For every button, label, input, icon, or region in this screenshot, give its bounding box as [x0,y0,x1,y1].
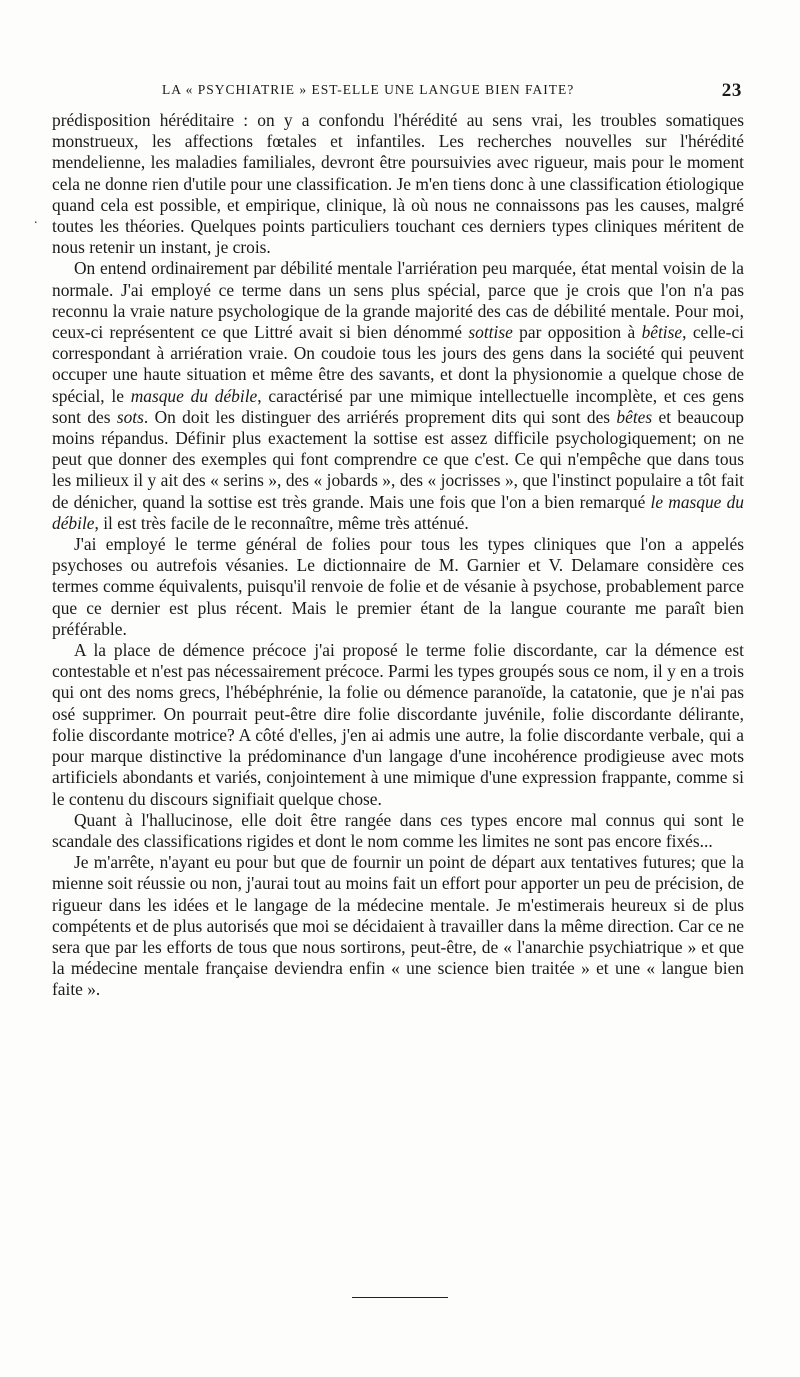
text-run: , celle-ci correspondant à arriération vraie. On coudoie tous les jours des gens dans la société qui peuvent occuper une haute situation et même être des savants, et dont la physionomie a quelque chose de spécial, le [52,322,744,406]
margin-mark: . [34,212,38,227]
text-run: par opposition à [512,322,642,343]
body-text [52,110,744,1001]
text-run: . On doit les distinguer des arriérés proprement dits qui sont des [143,406,617,427]
end-rule [352,1297,448,1298]
text-run: On entend ordinairement par débilité mentale l'arriération peu marquée, état mental voisin de la normale. J'ai employé ce terme dans un sens plus spécial, parce que je crois que l'on n'a pas reconnu la vraie nature psychologique de la grande majorité des cas de débilité mentale. Pour moi, ceux-ci représentent ce que Littré avait si bien dénommé [52,258,744,343]
italic-term: masque du débile [130,385,258,406]
text-run: , caractérisé par une mimique intellectuelle incomplète, et ces gens sont des [52,385,744,427]
text-run: et beaucoup moins répandus. Définir plus exactement la sottise est assez difficile psychologiquement; on ne peut que donner des exemples qui font comprendre ce que c'est. Ce qui n'empêche que dans tous les milieux il y ait des « serins », des « jobards », des « jocrisses », que l'instinct populaire a tôt fait de dénicher, quand la sottise est très grande. Mais une fois que l'on a bien remarqué [52,406,744,512]
paragraph: prédisposition héréditaire : on y a confondu l'hérédité au sens vrai, les troubles somatiques monstrueux, les affections fœtales et infantiles. Les recherches nouvelles sur l'hérédité mendelienne, les maladies familiales, devront être poursuivies avec rigueur, mais pour le moment cela ne donne rien d'utile pour une classification. Je m'en tiens donc à une classification étiologique quand cela est possible, et empirique, clinique, là où nous ne connaissons pas les causes, malgré toutes les théories. Quelques points particuliers touchant ces derniers types cliniques méritent de nous retenir un instant, je crois. [52,110,745,258]
paragraph: J'ai employé le terme général de folies pour tous les types cliniques que l'on a appelés psychoses ou autrefois vésanies. Le dictionnaire de M. Garnier et V. Delamare considère ces termes comme équivalents, puisqu'il renvoie de folie et de vésanie à psychose, probablement parce que ce dernier est plus récent. Mais le premier étant de la langue courante me paraît bien préférable. [52,534,744,639]
page-number: 23 [721,80,742,101]
paragraph-debilite [52,258,744,534]
running-header [162,80,742,104]
italic-term: sots [116,406,144,427]
paragraph: Je m'arrête, n'ayant eu pour but que de fournir un point de départ aux tentatives futures; que la mienne soit réussie ou non, j'aurai tout au moins fait un effort pour apporter un peu de précision, de rigueur dans les idées et le langage de la médecine mentale. Je m'estimerais heureux si de plus compétents et de plus autorisés que moi se décidaient à travailler dans la même direction. Car ce ne sera que par les efforts de tous que nous sortirons, peut-être, de « l'anarchie psychiatrique » et que la médecine mentale française deviendra enfin « une science bien traitée » et une « langue bien faite ». [52,852,744,1000]
paragraph: Quant à l'hallucinose, elle doit être rangée dans ces types encore mal connus qui sont le scandale des classifications rigides et dont le nom comme les limites ne sont pas encore fixés... [52,809,744,851]
paragraph: A la place de démence précoce j'ai proposé le terme folie discordante, car la démence est contestable et n'est pas nécessairement précoce. Parmi les types groupés sous ce nom, il y en a trois qui ont des noms grecs, l'hébéphrénie, la folie ou démence paranoïde, la catatonie, que je n'ai pas osé supprimer. On pourrait peut-être dire folie discordante juvénile, folie discordante délirante, folie discordante motrice? A côté d'elles, j'en ai admis une autre, la folie discordante verbale, qui a pour marque distinctive la prédominance d'un langage d'une incohérence prodigieuse avec mots artificiels abondants et variés, conjointement à une mimique d'une expression frappante, comme si le contenu du discours signifiait quelque chose. [52,640,744,809]
italic-term: sottise [468,322,513,343]
running-title: LA « PSYCHIATRIE » EST-ELLE UNE LANGUE BIEN FAITE? [162,82,575,97]
italic-term: bêtes [616,406,653,427]
italic-term: le masque du débile [52,491,744,533]
italic-term: bêtise [641,322,683,343]
text-run: , il est très facile de le reconnaître, même très atténué. [94,512,469,533]
